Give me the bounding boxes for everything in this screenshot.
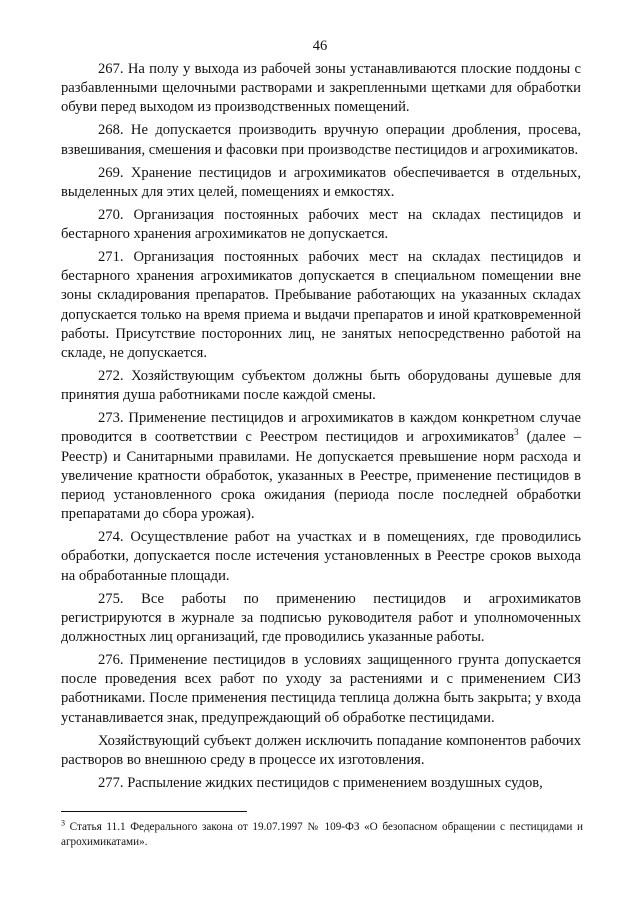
footnote-reference[interactable]: 3 [514,427,519,438]
footnote-text: Статья 11.1 Федерального закона от 19.07.1997 № 109-ФЗ «О безопасном обращении с пестицидами и агрохимикатами». [61,821,583,848]
footnote [61,820,583,849]
paragraph-268: 268. Не допускается производить вручную операции дробления, просева, взвешивания, смешения и фасовки при производстве пестицидов и агрохимикатов. [61,122,581,158]
paragraph-273-text-after: (далее – Реестр) и Санитарными правилами. Не допускается превышение норм расхода и увеличение кратности обработок, указанных в Реестре, применение пестицидов в период установленного срока ожидания (периода после последней обработки препаратами до сбора урожая). [61,429,581,523]
paragraph-276-continuation: Хозяйствующий субъект должен исключить попадание компонентов рабочих растворов во внешнюю среду в процессе их изготовления. [61,732,581,768]
paragraph-274: 274. Осуществление работ на участках и в помещениях, где проводились обработки, допускается после истечения установленных в Реестре сроков выхода на обработанные площади. [61,529,581,584]
paragraph-276: 276. Применение пестицидов в условиях защищенного грунта допускается после проведения всех работ по уходу за растениями и с применением СИЗ работниками. После применения пестицида теплица должна быть закрыта; у входа устанавливается знак, предупреждающий об обработке пестицидами. [61,652,581,726]
paragraph-267: 267. На полу у выхода из рабочей зоны устанавливаются плоские поддоны с разбавленными щелочными растворами и закрепленными щетками для обработки обуви перед выходом из производственных помещений. [61,61,581,116]
page-number: 46 [312,38,328,54]
paragraph-269: 269. Хранение пестицидов и агрохимикатов обеспечивается в отдельных, выделенных для этих целей, помещениях и емкостях. [61,164,581,200]
paragraph-275: 275. Все работы по применению пестицидов и агрохимикатов регистрируются в журнале за подписью руководителя работ и уполномоченных должностных лиц организаций, где проводились указанные работы. [61,590,581,646]
paragraph-272: 272. Хозяйствующим субъектом должны быть оборудованы душевые для принятия душа работниками после каждой смены. [61,368,581,404]
paragraph-271: 271. Организация постоянных рабочих мест на складах пестицидов и бестарного хранения агрохимикатов допускается в специальном помещении вне зоны складирования препаратов. Пребывание работающих на указанных складах допускается только на время приема и выдачи препаратов и иной кратковременной работы. Присутствие посторонних лиц, не занятых непосредственно работой на складе, не допускается. [61,249,581,362]
footnote-separator [61,811,247,812]
paragraph-277: 277. Распыление жидких пестицидов с применением воздушных судов, [98,774,543,791]
paragraph-273-text-before: 273. Применение пестицидов и агрохимикатов в каждом конкретном случае проводится в соответствии с Реестром пестицидов и агрохимикатов [61,410,581,446]
footnote-marker: 3 [61,818,65,828]
paragraph-273 [61,409,581,524]
document-body [61,60,581,797]
paragraph-270: 270. Организация постоянных рабочих мест на складах пестицидов и бестарного хранения агрохимикатов не допускается. [61,206,581,243]
